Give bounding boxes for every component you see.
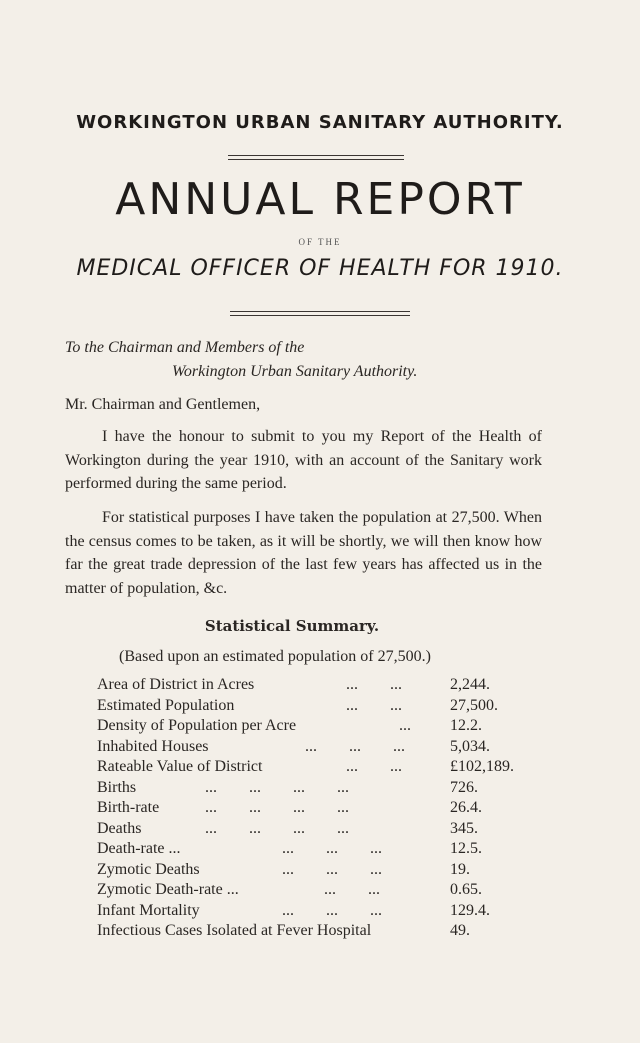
stat-label: Estimated Population: [97, 696, 235, 714]
stat-label: Density of Population per Acre: [97, 717, 297, 734]
statistics-table: [97, 675, 567, 942]
stat-label: Infectious Cases Isolated at Fever Hospital: [97, 922, 372, 939]
stat-leader-dots: ... ... ...: [282, 860, 382, 878]
table-row: [97, 921, 567, 942]
table-row: [97, 675, 567, 696]
stat-leader-dots: ... ...: [346, 758, 402, 775]
stat-label: Rateable Value of District: [97, 758, 263, 775]
stat-label: Infant Mortality: [97, 901, 200, 919]
stat-value: 345.: [450, 819, 478, 837]
stat-value: 0.65.: [450, 881, 482, 898]
stat-leader-dots: ... ... ... ...: [205, 799, 349, 816]
table-row: [97, 716, 567, 737]
stat-label: Death-rate ...: [97, 840, 181, 857]
table-row: [97, 860, 567, 881]
stat-value: 5,034.: [450, 737, 490, 755]
report-subtitle: MEDICAL OFFICER OF HEALTH FOR 1910.: [76, 256, 564, 281]
stat-leader-dots: ... ... ...: [305, 737, 405, 755]
stat-leader-dots: ... ...: [346, 696, 402, 714]
double-rule-bottom: [230, 311, 410, 316]
stat-value: 129.4.: [450, 901, 490, 919]
salutation: Mr. Chairman and Gentlemen,: [65, 396, 261, 413]
stat-leader-dots: ... ... ... ...: [205, 819, 349, 837]
stat-label: Area of District in Acres: [97, 676, 255, 693]
stat-label: Birth-rate: [97, 799, 160, 816]
of-the-label: OF THE: [298, 237, 342, 247]
stat-label: Inhabited Houses: [97, 737, 209, 755]
table-row: [97, 696, 567, 717]
stat-label: Zymotic Deaths: [97, 860, 200, 878]
summary-basis: (Based upon an estimated population of 27,500.): [119, 648, 431, 665]
stat-label: Zymotic Death-rate ...: [97, 881, 239, 898]
address-line-2: Workington Urban Sanitary Authority.: [172, 363, 418, 380]
paragraph-1-text: I have the honour to submit to you my Report of the Health of Workington during the year 1910, with an account of the Sanitary work performed during the same period.: [65, 428, 542, 492]
stat-leader-dots: ... ... ... ...: [205, 778, 349, 796]
stat-leader-dots: ... ...: [324, 881, 380, 898]
stat-value: 19.: [450, 860, 470, 878]
paragraph-1: [65, 425, 542, 496]
table-row: [97, 901, 567, 922]
stat-label: Births: [97, 778, 137, 796]
stat-value: 12.2.: [450, 717, 482, 734]
stat-value: 27,500.: [450, 696, 498, 714]
table-row: [97, 778, 567, 799]
stat-value: 726.: [450, 778, 478, 796]
stat-value: 2,244.: [450, 676, 490, 693]
stat-leader-dots: ...: [399, 717, 411, 734]
stat-value: 49.: [450, 922, 470, 939]
authority-heading: WORKINGTON URBAN SANITARY AUTHORITY.: [76, 112, 564, 133]
table-row: [97, 737, 567, 758]
stat-leader-dots: ... ... ...: [282, 901, 382, 919]
paragraph-2-text: For statistical purposes I have taken the population at 27,500. When the census comes to be taken, as it will be shortly, we will then know how far the great trade depression of the last few years has affected us in the matter of population, &c.: [65, 509, 542, 597]
stat-label: Deaths: [97, 819, 142, 837]
report-title: ANNUAL REPORT: [115, 174, 525, 225]
stat-value: £102,189.: [450, 758, 514, 775]
stat-leader-dots: ... ... ...: [282, 840, 382, 857]
stat-value: 12.5.: [450, 840, 482, 857]
paragraph-2: [65, 506, 542, 600]
summary-title: Statistical Summary.: [204, 617, 380, 635]
table-row: [97, 839, 567, 860]
table-row: [97, 880, 567, 901]
double-rule-top: [228, 155, 404, 160]
table-row: [97, 798, 567, 819]
stat-value: 26.4.: [450, 799, 482, 816]
stat-leader-dots: ... ...: [346, 676, 402, 693]
address-line-1: To the Chairman and Members of the: [65, 339, 305, 356]
table-row: [97, 757, 567, 778]
table-row: [97, 819, 567, 840]
